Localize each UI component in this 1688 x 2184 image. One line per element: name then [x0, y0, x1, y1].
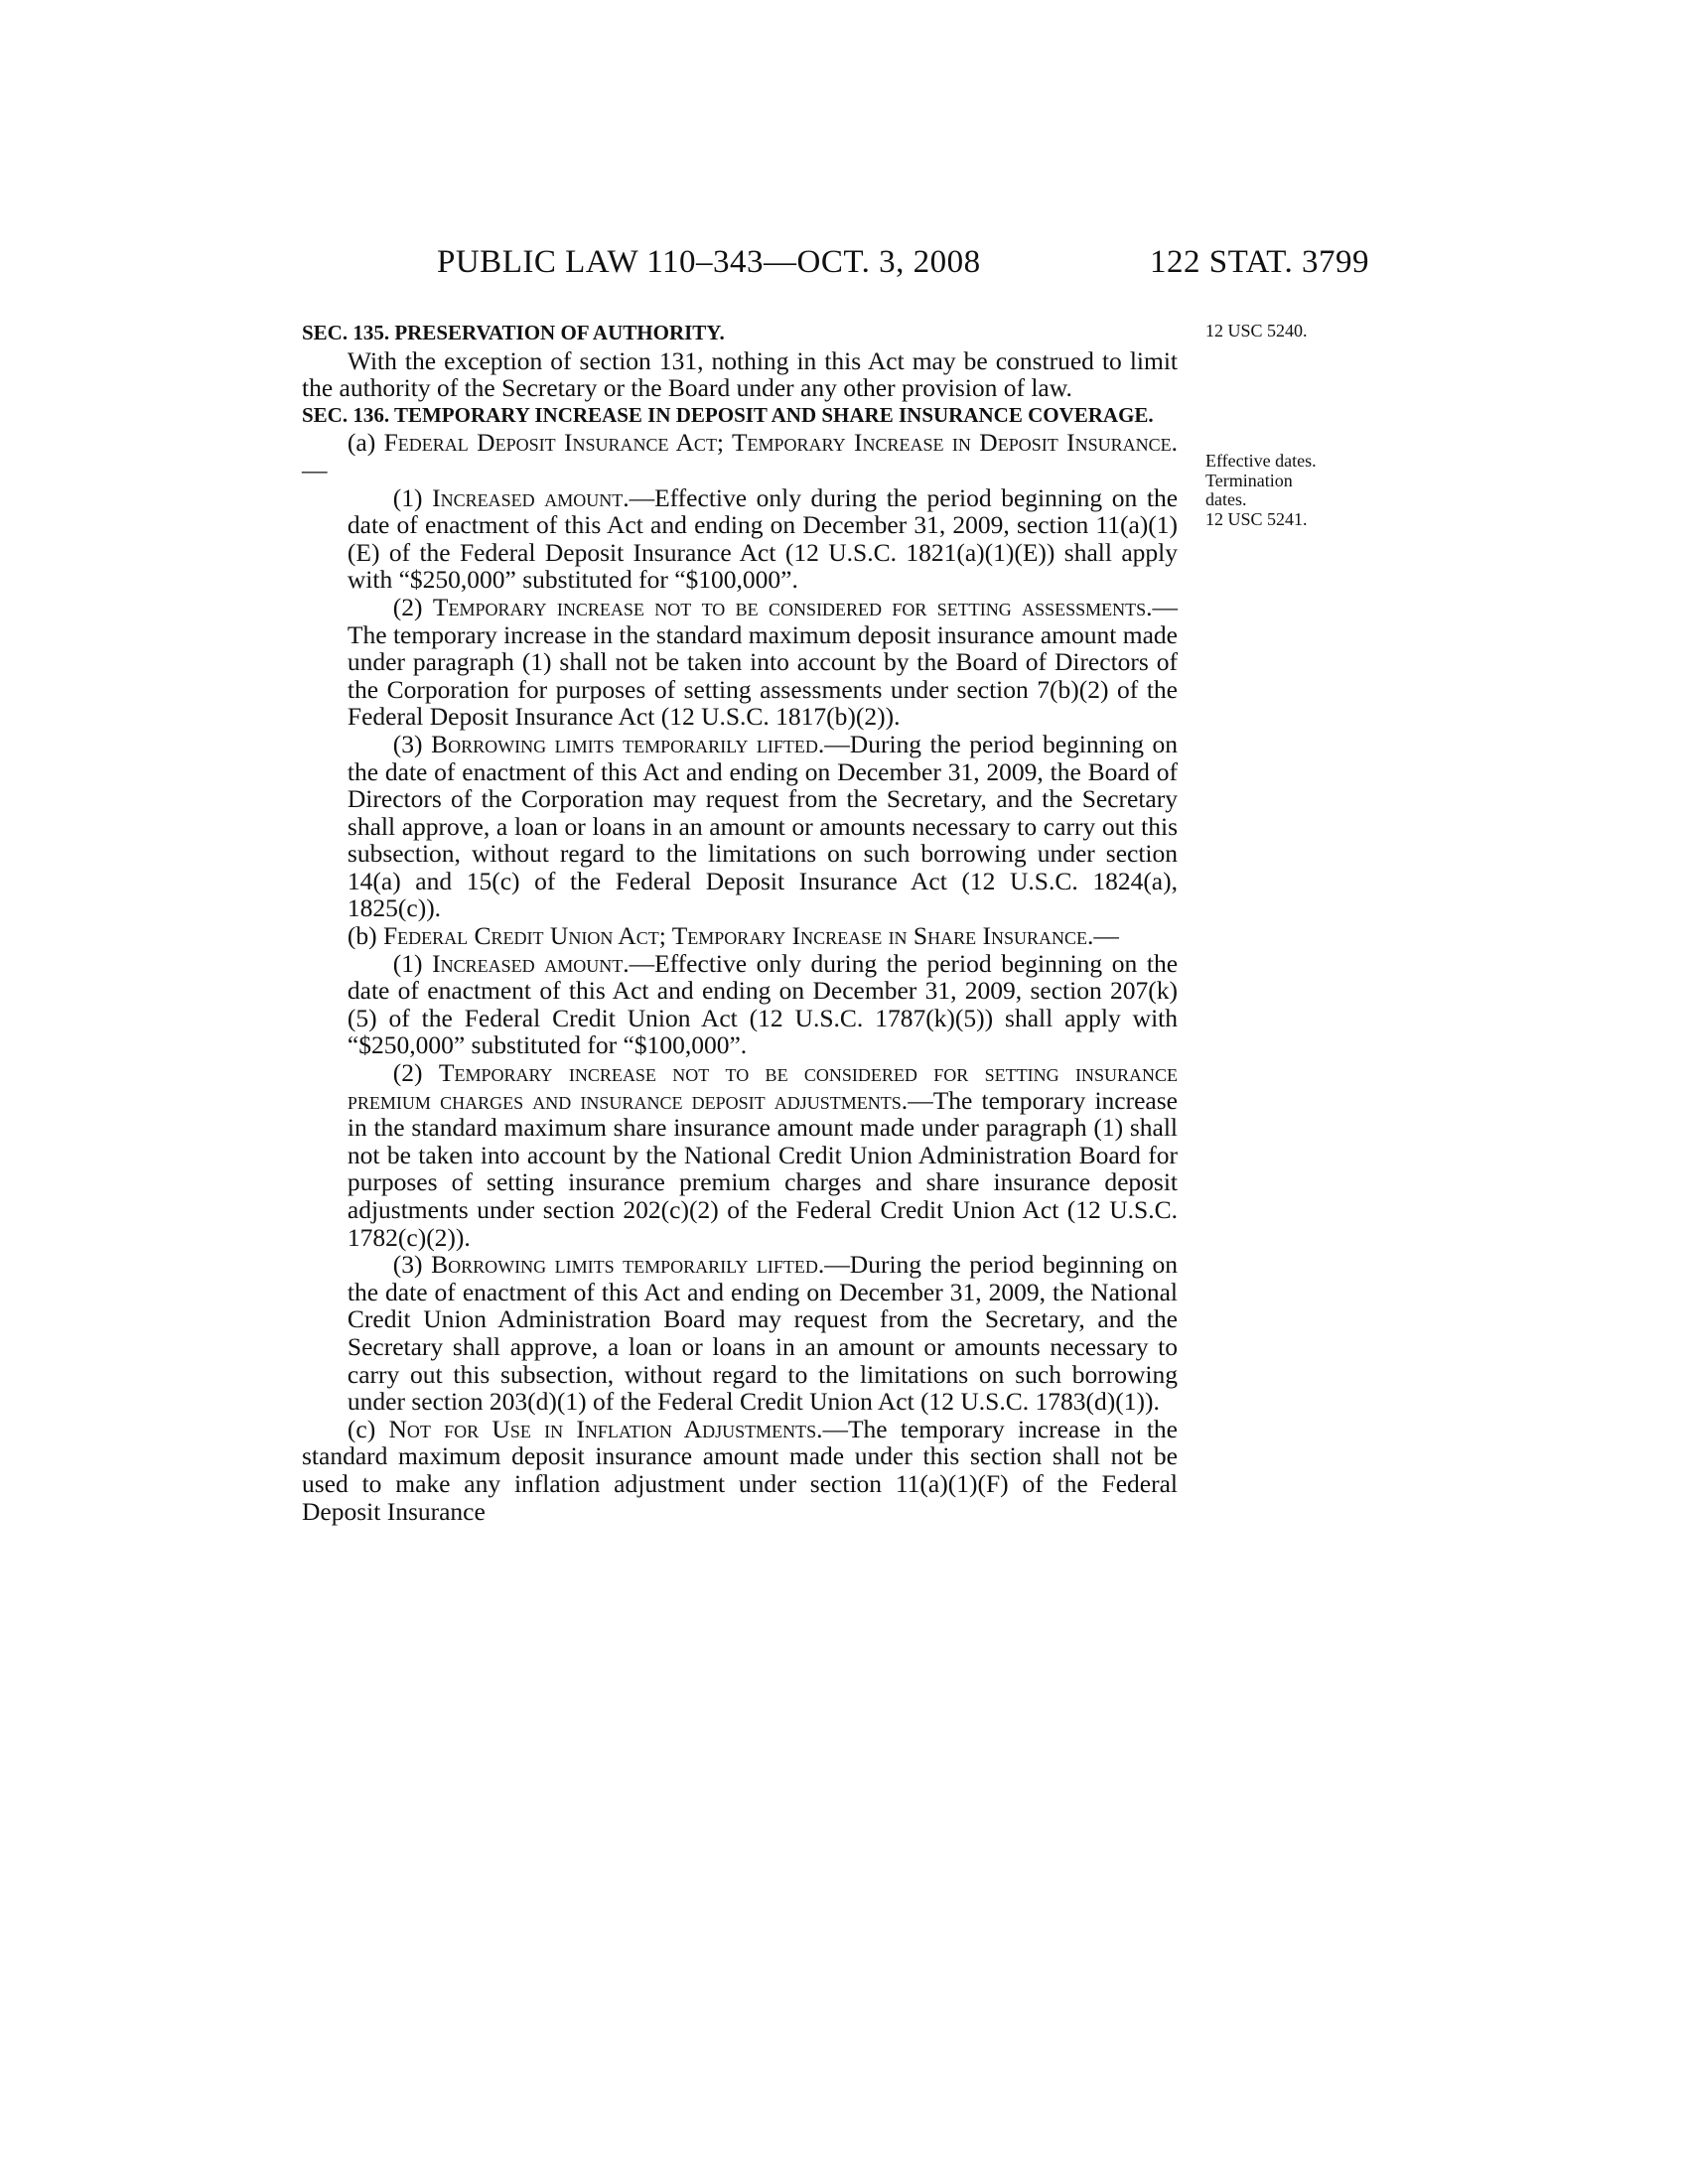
margin-note-usc-5241: 12 USC 5241. [1205, 509, 1308, 529]
subsection-c [302, 1416, 1178, 1525]
margin-note-termination: Termination [1205, 471, 1293, 490]
paragraph-label: (2) [392, 592, 433, 621]
subsection-c-caption: Not for Use in Inflation Adjustments. [388, 1414, 823, 1443]
subsection-a-dash: — [302, 455, 328, 484]
subsection-a-paragraph-3 [302, 731, 1178, 922]
subsection-a-label: (a) [347, 428, 384, 458]
subsection-a [302, 429, 1178, 483]
subsection-b-label: (b) [347, 921, 383, 951]
subsection-b-dash: — [1093, 921, 1119, 951]
margin-note-effective-dates: Effective dates. [1205, 451, 1317, 471]
subsection-b-paragraph-1 [302, 950, 1178, 1059]
subsection-c-label: (c) [347, 1414, 389, 1443]
section-135-heading: SEC. 135. PRESERVATION OF AUTHORITY. [302, 321, 725, 344]
paragraph-label: (1) [392, 482, 433, 512]
subsection-b-paragraph-3 [302, 1251, 1178, 1416]
subsection-c-text: —The temporary increase in the standard maximum deposit insurance amount made under this section shall not be used to make any inflation adjustment under section 11(a)(1)(F) of the Federal Deposit Insurance [302, 1414, 1178, 1526]
paragraph-text: —The temporary increase in the standard maximum deposit insurance amount made under paragraph (1) shall not be taken into account by the Board of Directors of the Corporation for purposes of setting assessments under section 7(b)(2) of the Federal Deposit Insurance Act (12 U.S.C. 1817(b)(2)). [347, 592, 1179, 732]
subsection-a-caption: Federal Deposit Insurance Act; Temporary Increase in Deposit Insurance. [383, 428, 1178, 458]
paragraph-label: (3) [392, 729, 432, 758]
subsection-a-paragraph-1 [302, 484, 1178, 594]
section-136-heading: SEC. 136. TEMPORARY INCREASE IN DEPOSIT AND SHARE INSURANCE COVERAGE. [302, 402, 1154, 427]
paragraph-text: —The temporary increase in the standard maximum share insurance amount made under paragraph (1) shall not be taken into account by the National Credit Union Administration Board for purposes of setting insurance premium charges and share insurance deposit adjustments under section 202(c)(2) of the Federal Credit Union Act (12 U.S.C. 1782(c)(2)). [347, 1085, 1178, 1252]
paragraph-caption: Temporary increase not to be considered for setting assessments. [432, 592, 1153, 621]
subsection-b [302, 922, 1178, 950]
paragraph-caption: Increased amount. [432, 482, 630, 512]
paragraph-text: —During the period beginning on the date of enactment of this Act and ending on December 31, 2009, the National Credit Union Administration Board may request from the Secretary, and the Secretary shall approve, a loan or loans in an amount or amounts necessary to carry out this subsection, without regard to the limitations on such borrowing under section 203(d)(1) of the Federal Credit Union Act (12 U.S.C. 1783(d)(1)). [347, 1250, 1179, 1417]
margin-note-usc-5240: 12 USC 5240. [1205, 321, 1308, 341]
paragraph-caption: Borrowing limits temporarily lifted. [431, 729, 825, 758]
subsection-a-paragraph-2 [302, 594, 1178, 731]
margin-note-dates: dates. [1205, 489, 1247, 509]
paragraph-label: (2) [392, 1058, 439, 1088]
subsection-b-caption: Federal Credit Union Act; Temporary Increase in Share Insurance. [383, 921, 1094, 951]
paragraph-text: —Effective only during the period beginning on the date of enactment of this Act and ending on December 31, 2009, section 207(k)(5) of the Federal Credit Union Act (12 U.S.C. 1787(k)(5)) shall apply with “$250,000” substituted for “$100,000”. [347, 948, 1179, 1060]
subsection-b-paragraph-2 [302, 1059, 1178, 1251]
paragraph-label: (3) [392, 1250, 432, 1280]
statute-text-column [302, 320, 1178, 1525]
paragraph-label: (1) [392, 948, 433, 978]
paragraph-caption: Borrowing limits temporarily lifted. [431, 1250, 825, 1280]
section-135-text: With the exception of section 131, nothing in this Act may be construed to limit the authority of the Secretary or the Board under any other provision of law. [302, 345, 1178, 403]
paragraph-caption: Increased amount. [432, 948, 630, 978]
paragraph-text: —During the period beginning on the date of enactment of this Act and ending on December 31, 2009, the Board of Directors of the Corporation may request from the Secretary, and the Secretary shall approve, a loan or loans in an amount or amounts necessary to carry out this subsection, without regard to the limitations on such borrowing under section 14(a) and 15(c) of the Federal Deposit Insurance Act (12 U.S.C. 1824(a), 1825(c)). [347, 729, 1179, 923]
running-header-title: PUBLIC LAW 110–343—OCT. 3, 2008 [437, 244, 981, 280]
paragraph-caption: Temporary increase not to be considered for setting insurance premium charges and insurance deposit adjustments. [347, 1058, 1178, 1115]
paragraph-text: —Effective only during the period beginning on the date of enactment of this Act and ending on December 31, 2009, section 11(a)(1)(E) of the Federal Deposit Insurance Act (12 U.S.C. 1821(a)(1)(E)) shall apply with “$250,000” substituted for “$100,000”. [347, 482, 1179, 595]
running-header-page-number: 122 STAT. 3799 [1150, 244, 1370, 280]
